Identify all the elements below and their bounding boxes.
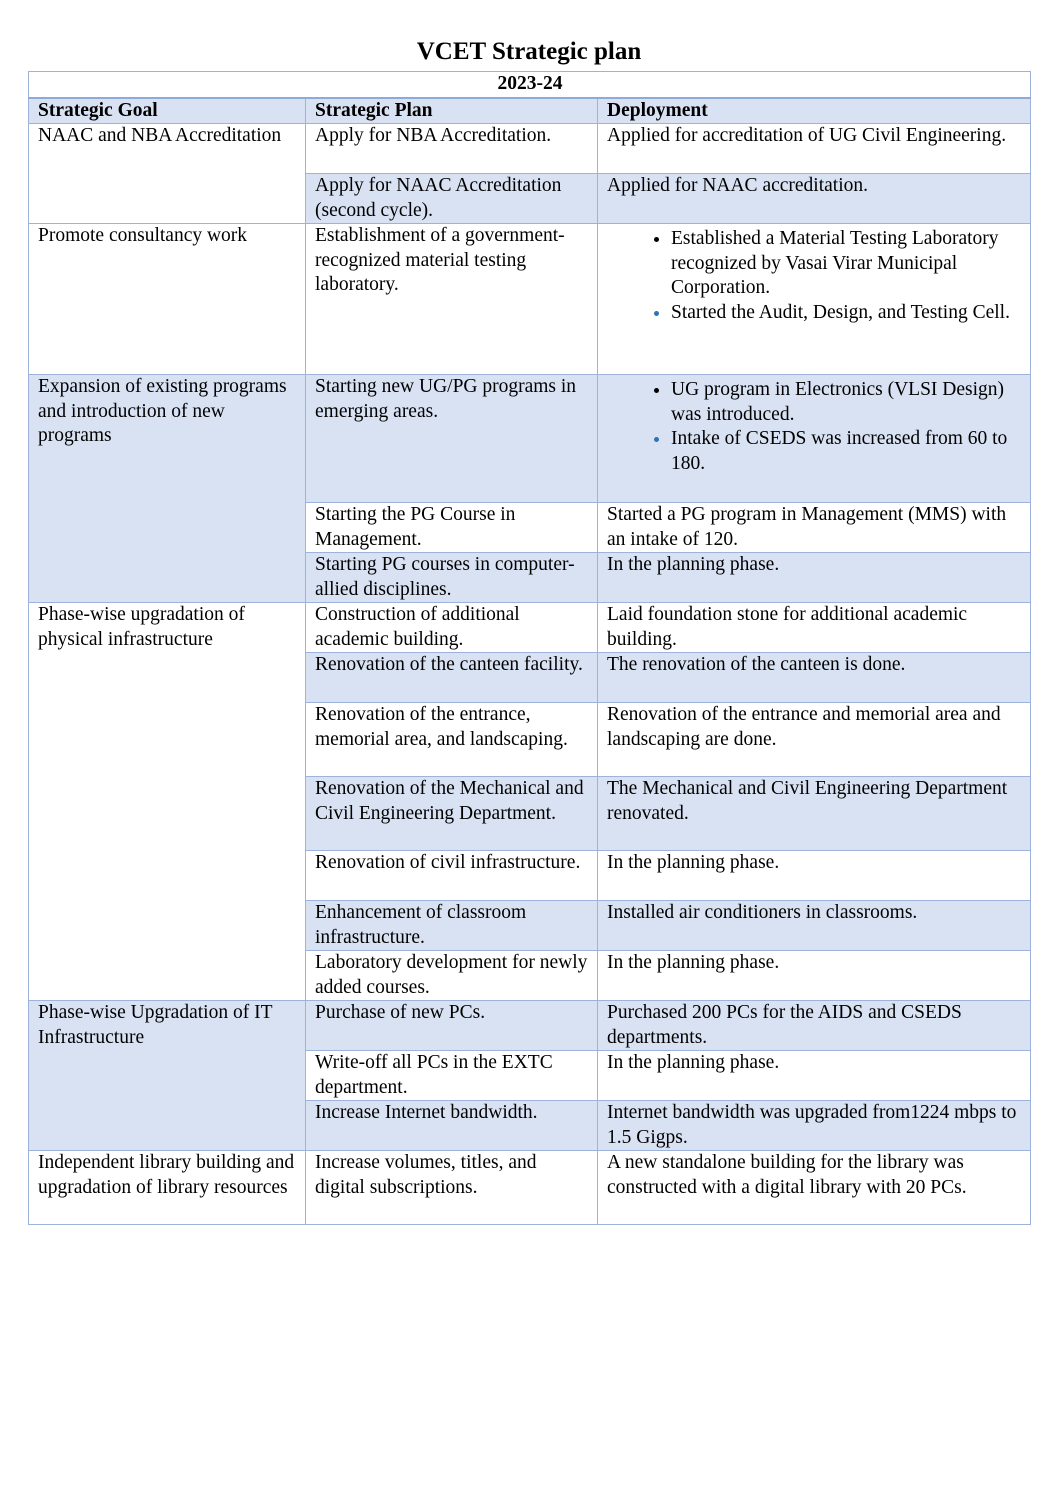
year-heading: 2023-24 xyxy=(29,72,1031,98)
plan-cell: Starting the PG Course in Management. xyxy=(306,503,598,553)
plan-cell: Write-off all PCs in the EXTC department. xyxy=(306,1051,598,1101)
deployment-cell: The renovation of the canteen is done. xyxy=(598,653,1031,703)
plan-cell: Renovation of the canteen facility. xyxy=(306,653,598,703)
deployment-cell: Purchased 200 PCs for the AIDS and CSEDS departments. xyxy=(598,1001,1031,1051)
table-row xyxy=(29,124,1031,174)
deployment-cell xyxy=(598,224,1031,375)
table-row xyxy=(29,603,1031,653)
deployment-cell: A new standalone building for the library was constructed with a digital library with 20 PCs. xyxy=(598,1151,1031,1225)
strategic-goal-cell: NAAC and NBA Accreditation xyxy=(29,124,306,224)
deployment-cell: Laid foundation stone for additional academic building. xyxy=(598,603,1031,653)
deployment-cell: In the planning phase. xyxy=(598,951,1031,1001)
deployment-list xyxy=(607,227,1022,325)
plan-cell: Renovation of civil infrastructure. xyxy=(306,851,598,901)
deployment-cell: The Mechanical and Civil Engineering Department renovated. xyxy=(598,777,1031,851)
plan-cell: Apply for NAAC Accreditation (second cycle). xyxy=(306,174,598,224)
plan-cell: Renovation of the entrance, memorial area, and landscaping. xyxy=(306,703,598,777)
year-row xyxy=(29,72,1031,98)
strategic-plan-table xyxy=(28,71,1031,1225)
deployment-cell: In the planning phase. xyxy=(598,1051,1031,1101)
list-item: • Started the Audit, Design, and Testing Cell. xyxy=(671,301,1022,326)
plan-cell: Increase Internet bandwidth. xyxy=(306,1101,598,1151)
plan-cell: Laboratory development for newly added courses. xyxy=(306,951,598,1001)
list-item: • UG program in Electronics (VLSI Design) was introduced. xyxy=(671,378,1022,427)
plan-cell: Apply for NBA Accreditation. xyxy=(306,124,598,174)
strategic-goal-cell: Phase-wise Upgradation of IT Infrastructure xyxy=(29,1001,306,1151)
header-row xyxy=(29,98,1031,124)
deployment-cell: Applied for NAAC accreditation. xyxy=(598,174,1031,224)
strategic-goal-cell: Phase-wise upgradation of physical infrastructure xyxy=(29,603,306,1001)
plan-cell: Enhancement of classroom infrastructure. xyxy=(306,901,598,951)
plan-cell: Starting new UG/PG programs in emerging areas. xyxy=(306,375,598,503)
strategic-goal-cell: Promote consultancy work xyxy=(29,224,306,375)
plan-cell: Starting PG courses in computer-allied disciplines. xyxy=(306,553,598,603)
column-header: Strategic Goal xyxy=(29,98,306,124)
plan-cell: Establishment of a government-recognized material testing laboratory. xyxy=(306,224,598,375)
table-row xyxy=(29,1001,1031,1051)
deployment-cell: In the planning phase. xyxy=(598,851,1031,901)
strategic-goal-cell: Independent library building and upgradation of library resources xyxy=(29,1151,306,1225)
column-header: Deployment xyxy=(598,98,1031,124)
deployment-cell: Applied for accreditation of UG Civil Engineering. xyxy=(598,124,1031,174)
deployment-cell: Renovation of the entrance and memorial area and landscaping are done. xyxy=(598,703,1031,777)
plan-cell: Construction of additional academic building. xyxy=(306,603,598,653)
plan-cell: Renovation of the Mechanical and Civil Engineering Department. xyxy=(306,777,598,851)
deployment-cell: Installed air conditioners in classrooms. xyxy=(598,901,1031,951)
plan-cell: Purchase of new PCs. xyxy=(306,1001,598,1051)
deployment-cell: Internet bandwidth was upgraded from1224 mbps to 1.5 Gigps. xyxy=(598,1101,1031,1151)
table-row xyxy=(29,224,1031,375)
deployment-list xyxy=(607,378,1022,476)
deployment-cell xyxy=(598,375,1031,503)
list-item: • Established a Material Testing Laboratory recognized by Vasai Virar Municipal Corporation. xyxy=(671,227,1022,301)
plan-cell: Increase volumes, titles, and digital subscriptions. xyxy=(306,1151,598,1225)
strategic-goal-cell: Expansion of existing programs and introduction of new programs xyxy=(29,375,306,603)
page-title: VCET Strategic plan xyxy=(416,38,642,65)
table-row xyxy=(29,1151,1031,1225)
deployment-cell: In the planning phase. xyxy=(598,553,1031,603)
table-row xyxy=(29,375,1031,503)
list-item: • Intake of CSEDS was increased from 60 to 180. xyxy=(671,427,1022,476)
column-header: Strategic Plan xyxy=(306,98,598,124)
deployment-cell: Started a PG program in Management (MMS) with an intake of 120. xyxy=(598,503,1031,553)
